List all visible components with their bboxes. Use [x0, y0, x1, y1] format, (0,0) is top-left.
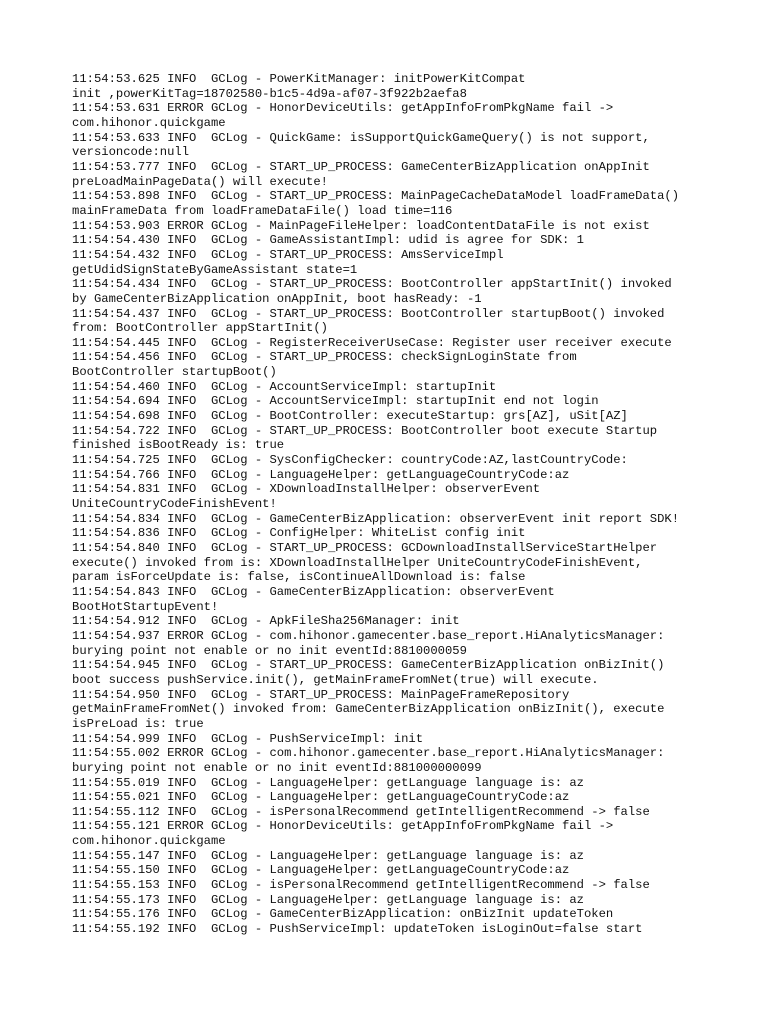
log-line: by GameCenterBizApplication onAppInit, boot hasReady: -1 [72, 291, 482, 306]
log-line: 11:54:55.150 INFO GCLog - LanguageHelper: getLanguageCountryCode:az [72, 863, 570, 878]
log-line: 11:54:54.836 INFO GCLog - ConfigHelper: WhiteList config init [72, 526, 526, 541]
log-line: com.hihonor.quickgame [72, 115, 226, 130]
log-line: finished isBootReady is: true [72, 438, 285, 453]
log-line: 11:54:54.843 INFO GCLog - GameCenterBizApplication: observerEvent [72, 584, 555, 599]
log-line: execute() invoked from is: XDownloadInstallHelper UniteCountryCodeFinishEvent, [72, 555, 643, 570]
log-line: versioncode:null [72, 145, 190, 160]
log-document [72, 72, 712, 937]
log-line: BootController startupBoot() [72, 365, 277, 380]
log-line: getUdidSignStateByGameAssistant state=1 [72, 262, 358, 277]
log-line: getMainFrameFromNet() invoked from: GameCenterBizApplication onBizInit(), execute [72, 702, 665, 717]
log-line: 11:54:54.434 INFO GCLog - START_UP_PROCESS: BootController appStartInit() invoked [72, 277, 672, 292]
log-line: 11:54:55.019 INFO GCLog - LanguageHelper: getLanguage language is: az [72, 775, 584, 790]
log-line: 11:54:55.176 INFO GCLog - GameCenterBizApplication: onBizInit updateToken [72, 907, 614, 922]
log-line: 11:54:54.432 INFO GCLog - START_UP_PROCESS: AmsServiceImpl [72, 247, 504, 262]
log-line: 11:54:54.722 INFO GCLog - START_UP_PROCESS: BootController boot execute Startup [72, 423, 658, 438]
log-line: 11:54:53.777 INFO GCLog - START_UP_PROCESS: GameCenterBizApplication onAppInit [72, 159, 650, 174]
log-line: 11:54:55.147 INFO GCLog - LanguageHelper: getLanguage language is: az [72, 848, 584, 863]
log-line: 11:54:55.002 ERROR GCLog - com.hihonor.gamecenter.base_report.HiAnalyticsManager: [72, 746, 665, 761]
log-line: 11:54:54.725 INFO GCLog - SysConfigChecker: countryCode:AZ,lastCountryCode: [72, 453, 628, 468]
log-line: burying point not enable or no init eventId:8810000059 [72, 643, 467, 658]
log-line: 11:54:55.173 INFO GCLog - LanguageHelper: getLanguage language is: az [72, 892, 584, 907]
log-line: 11:54:55.192 INFO GCLog - PushServiceImpl: updateToken isLoginOut=false start [72, 922, 643, 937]
log-line: 11:54:54.460 INFO GCLog - AccountServiceImpl: startupInit [72, 379, 497, 394]
log-line: 11:54:54.840 INFO GCLog - START_UP_PROCESS: GCDownloadInstallServiceStartHelper [72, 541, 658, 555]
log-line: 11:54:54.694 INFO GCLog - AccountServiceImpl: startupInit end not login [72, 394, 599, 409]
log-line: 11:54:54.831 INFO GCLog - XDownloadInstallHelper: observerEvent [72, 482, 541, 497]
log-line: 11:54:54.698 INFO GCLog - BootController: executeStartup: grs[AZ], uSit[AZ] [72, 409, 628, 424]
log-line: 11:54:55.021 INFO GCLog - LanguageHelper: getLanguageCountryCode:az [72, 790, 570, 805]
log-line: mainFrameData from loadFrameDataFile() load time=116 [72, 203, 453, 218]
log-line: init ,powerKitTag=18702580-b1c5-4d9a-af07-3f922b2aefa8 [72, 86, 467, 101]
log-line: isPreLoad is: true [72, 716, 204, 731]
log-line: from: BootController appStartInit() [72, 321, 328, 336]
log-line: 11:54:53.631 ERROR GCLog - HonorDeviceUtils: getAppInfoFromPkgName fail -> [72, 101, 614, 116]
log-line: preLoadMainPageData() will execute! [72, 174, 328, 189]
log-line: 11:54:54.456 INFO GCLog - START_UP_PROCESS: checkSignLoginState from [72, 350, 577, 365]
log-line: 11:54:53.625 INFO GCLog - PowerKitManager: initPowerKitCompat [72, 72, 526, 86]
log-line: UniteCountryCodeFinishEvent! [72, 497, 277, 512]
log-line: 11:54:55.112 INFO GCLog - isPersonalRecommend getIntelligentRecommend -> false [72, 804, 650, 819]
log-line: param isForceUpdate is: false, isContinueAllDownload is: false [72, 570, 526, 585]
log-line: 11:54:53.898 INFO GCLog - START_UP_PROCESS: MainPageCacheDataModel loadFrameData() [72, 189, 680, 204]
log-line: 11:54:55.153 INFO GCLog - isPersonalRecommend getIntelligentRecommend -> false [72, 878, 650, 893]
log-line: 11:54:54.999 INFO GCLog - PushServiceImpl: init [72, 731, 424, 746]
log-line: burying point not enable or no init eventId:881000000099 [72, 760, 482, 775]
log-line: 11:54:54.430 INFO GCLog - GameAssistantImpl: udid is agree for SDK: 1 [72, 233, 584, 248]
log-line: 11:54:55.121 ERROR GCLog - HonorDeviceUtils: getAppInfoFromPkgName fail -> [72, 819, 614, 834]
log-line: 11:54:54.950 INFO GCLog - START_UP_PROCESS: MainPageFrameRepository [72, 687, 570, 702]
log-line: 11:54:54.945 INFO GCLog - START_UP_PROCESS: GameCenterBizApplication onBizInit() [72, 658, 665, 673]
log-line: 11:54:54.937 ERROR GCLog - com.hihonor.gamecenter.base_report.HiAnalyticsManager: [72, 628, 665, 643]
log-line: BootHotStartupEvent! [72, 599, 219, 614]
log-line: 11:54:53.633 INFO GCLog - QuickGame: isSupportQuickGameQuery() is not support, [72, 130, 650, 145]
log-line: com.hihonor.quickgame [72, 834, 226, 849]
log-line: boot success pushService.init(), getMainFrameFromNet(true) will execute. [72, 672, 599, 687]
log-line: 11:54:54.445 INFO GCLog - RegisterReceiverUseCase: Register user receiver execute [72, 335, 672, 350]
log-line: 11:54:54.437 INFO GCLog - START_UP_PROCESS: BootController startupBoot() invoked [72, 306, 665, 321]
log-line: 11:54:54.912 INFO GCLog - ApkFileSha256Manager: init [72, 614, 460, 629]
log-line: 11:54:54.766 INFO GCLog - LanguageHelper: getLanguageCountryCode:az [72, 467, 570, 482]
log-line: 11:54:54.834 INFO GCLog - GameCenterBizApplication: observerEvent init report SDK! [72, 511, 680, 526]
log-line: 11:54:53.903 ERROR GCLog - MainPageFileHelper: loadContentDataFile is not exist [72, 218, 650, 233]
